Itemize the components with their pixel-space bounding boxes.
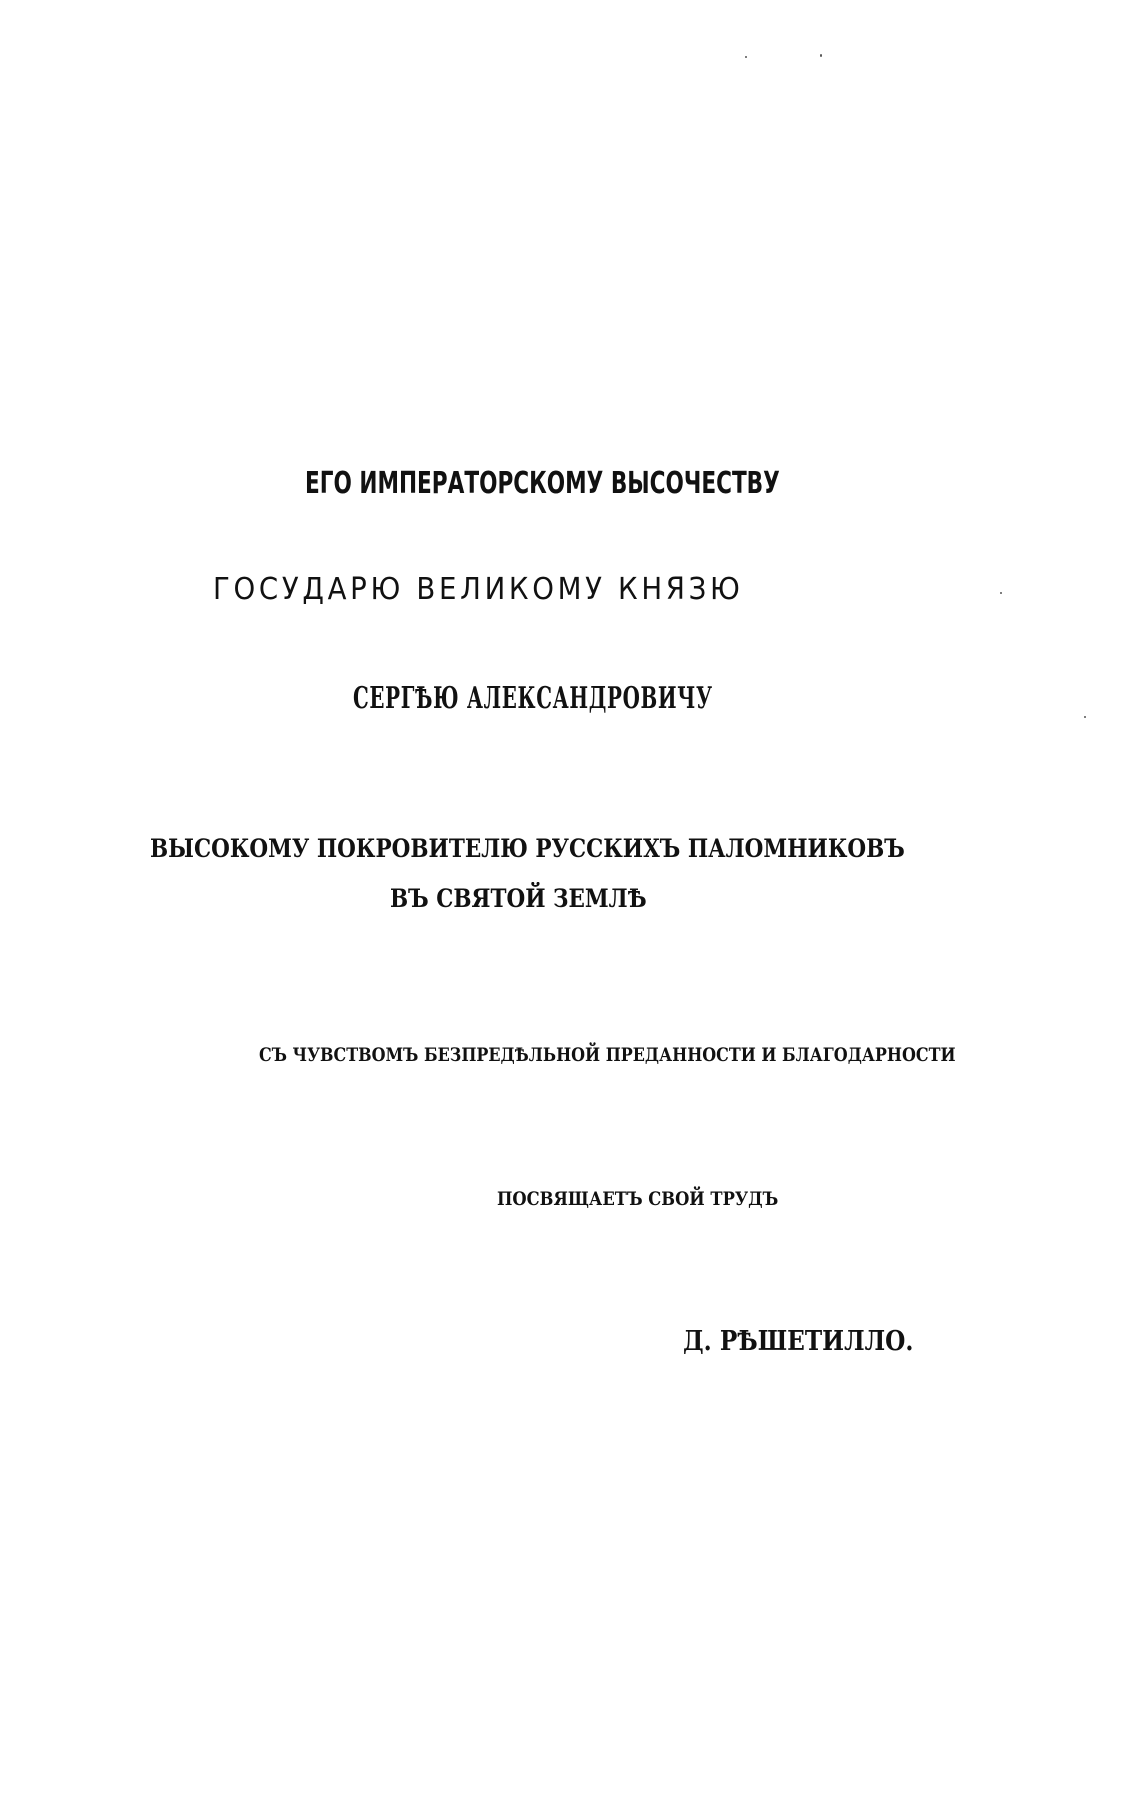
dedication-line-name: СЕРГѢЮ АЛЕКСАНДРОВИЧУ: [353, 681, 713, 716]
scan-speck: [1084, 716, 1086, 718]
dedication-line-dedicates: ПОСВЯЩАЕТЪ СВОЙ ТРУДЪ: [497, 1188, 779, 1210]
scan-speck: [820, 54, 822, 57]
author-signature: Д. РѢШЕТИЛЛО.: [683, 1326, 914, 1357]
scan-speck: [745, 56, 747, 58]
dedication-line-title: ЕГО ИМПЕРАТОРСКОМУ ВЫСОЧЕСТВУ: [305, 466, 780, 501]
dedication-line-rank: ГОСУДАРЮ ВЕЛИКОМУ КНЯЗЮ: [213, 572, 744, 607]
dedication-line-gratitude: СЪ ЧУВСТВОМЪ БЕЗПРЕДѢЛЬНОЙ ПРЕДАННОСТИ И БЛАГОДАРНОСТИ: [259, 1044, 956, 1066]
dedication-line-patron: ВЫСОКОМУ ПОКРОВИТЕЛЮ РУССКИХЪ ПАЛОМНИКОВЪ: [150, 834, 905, 863]
scan-speck: [1000, 592, 1002, 594]
dedication-line-holy-land: ВЪ СВЯТОЙ ЗЕМЛѢ: [390, 884, 647, 913]
